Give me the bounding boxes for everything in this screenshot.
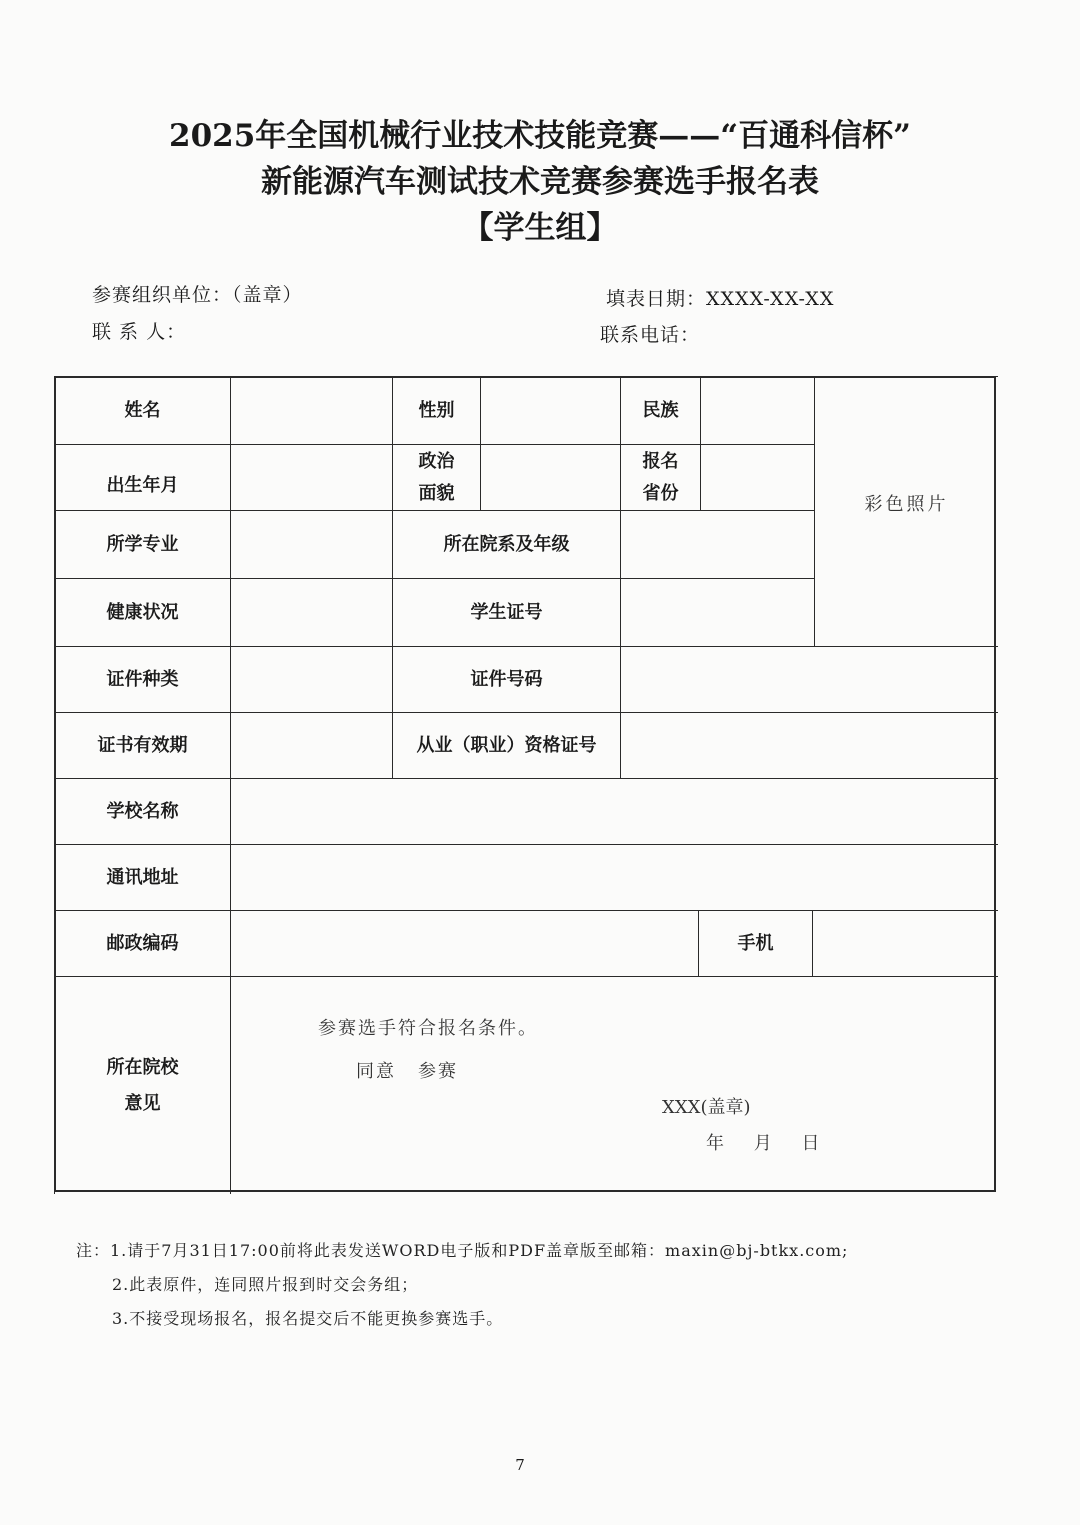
label-cert-valid: 证书有效期 [54,712,230,778]
label-id-number: 证件号码 [392,646,620,712]
note-1: 注：1.请于7月31日17:00前将此表发送WORD电子版和PDF盖章版至邮箱：maxin@bj-btkx.com; [76,1241,849,1260]
label-opinion [54,976,230,1194]
title-line-1: 2025年全国机械行业技术技能竞赛——“百通科信杯” [169,118,911,154]
label-gender: 性别 [392,376,480,444]
label-province-2: 省份 [642,482,679,504]
field-address[interactable] [230,844,998,910]
label-postcode: 邮政编码 [54,910,230,976]
label-political-2: 面貌 [418,482,455,504]
label-qualification: 从业（职业）资格证号 [392,712,620,778]
label-political-1: 政治 [418,450,455,472]
field-student-id[interactable] [620,578,814,646]
label-id-type: 证件种类 [54,646,230,712]
field-mobile[interactable] [812,910,998,976]
field-id-type[interactable] [230,646,392,712]
field-ethnicity[interactable] [700,376,814,444]
opinion-date: 年 月 日 [706,1133,822,1154]
label-health: 健康状况 [54,578,230,646]
field-postcode[interactable] [230,910,698,976]
field-birth[interactable] [230,444,392,510]
note-3: 3.不接受现场报名，报名提交后不能更换参赛选手。 [112,1309,504,1328]
field-opinion[interactable] [230,976,998,1194]
page-number: 7 [515,1456,525,1474]
opinion-statement: 参赛选手符合报名条件。 [318,1018,538,1039]
label-student-id: 学生证号 [392,578,620,646]
field-dept-grade[interactable] [620,510,814,578]
contact-label: 联 系 人： [92,321,187,343]
field-name[interactable] [230,376,392,444]
label-address: 通讯地址 [54,844,230,910]
field-school[interactable] [230,778,998,844]
label-province [620,444,700,510]
phone-label: 联系电话： [600,324,701,346]
photo-label: 彩色照片 [864,493,949,515]
label-name: 姓名 [54,376,230,444]
label-mobile: 手机 [698,910,812,976]
label-school: 学校名称 [54,778,230,844]
opinion-stamp: XXX(盖章) [662,1097,751,1118]
date-label: 填表日期：XXXX-XX-XX [606,288,835,310]
field-gender[interactable] [480,376,620,444]
field-health[interactable] [230,578,392,646]
label-major: 所学专业 [54,510,230,578]
label-political [392,444,480,510]
field-political[interactable] [480,444,620,510]
label-province-1: 报名 [642,450,679,472]
field-province[interactable] [700,444,814,510]
label-dept-grade: 所在院系及年级 [392,510,620,578]
opinion-participate: 参赛 [418,1061,458,1082]
field-id-number[interactable] [620,646,998,712]
title-line-3: 【学生组】 [462,210,618,246]
field-major[interactable] [230,510,392,578]
title-line-2: 新能源汽车测试技术竞赛参赛选手报名表 [261,164,819,200]
label-opinion-2: 意见 [124,1092,161,1114]
registration-form-table [54,376,996,1192]
note-2: 2.此表原件，连同照片报到时交会务组； [112,1275,419,1294]
photo-box[interactable] [814,376,998,646]
opinion-agree: 同意 [356,1061,396,1082]
label-birth: 出生年月 [54,444,230,510]
label-opinion-1: 所在院校 [106,1056,179,1078]
field-cert-valid[interactable] [230,712,392,778]
org-label: 参赛组织单位：（盖章） [92,284,303,306]
label-ethnicity: 民族 [620,376,700,444]
field-qualification[interactable] [620,712,998,778]
